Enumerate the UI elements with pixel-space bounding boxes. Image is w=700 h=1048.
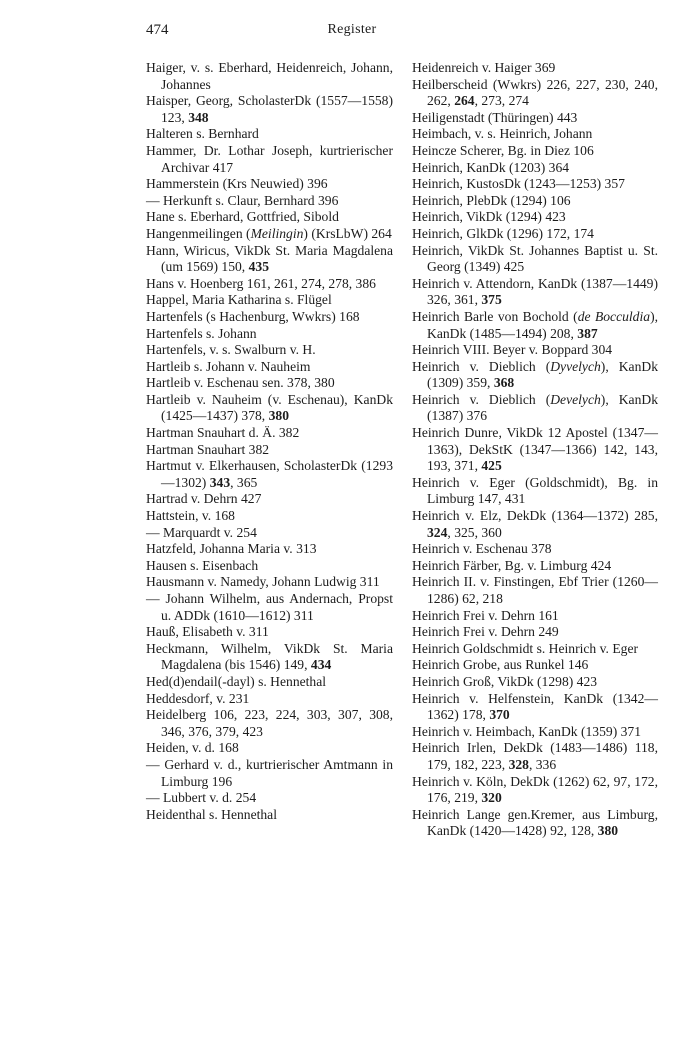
index-entry xyxy=(146,342,393,359)
entry-text: Heinrich Barle von Bochold ( xyxy=(412,308,578,324)
entry-text: Heinrich VIII. Beyer v. Boppard 304 xyxy=(412,342,613,358)
entry-text: Hartman Snauhart d. Ä. 382 xyxy=(146,425,300,441)
index-entry xyxy=(146,624,393,641)
index-entry xyxy=(146,807,393,824)
entry-text: Heinrich Goldschmidt s. Heinrich v. Eger xyxy=(412,640,639,656)
index-entry xyxy=(412,475,658,508)
entry-text: , 336 xyxy=(528,756,557,772)
index-entry xyxy=(412,359,658,392)
index-entry xyxy=(412,674,658,691)
page-ref-bold: 387 xyxy=(577,325,598,341)
entry-text: Hartleib v. Eschenau sen. 378, 380 xyxy=(146,375,335,391)
page-ref-bold: 375 xyxy=(481,292,502,308)
page-ref-bold: 324 xyxy=(427,524,448,540)
index-entry xyxy=(146,574,393,591)
page-ref-bold: 425 xyxy=(481,458,502,474)
index-entry xyxy=(146,541,393,558)
entry-text: Hammer, Dr. Lothar Joseph, kurtrierischer Archivar 417 xyxy=(146,142,393,175)
entry-text: — Herkunft s. Claur, Bernhard 396 xyxy=(146,192,339,208)
entry-text: Hangenmeilingen ( xyxy=(146,225,251,241)
entry-text: — Gerhard v. d., kurtrierischer Amtmann in Limburg 196 xyxy=(146,756,393,789)
index-entry xyxy=(146,491,393,508)
entry-text: Happel, Maria Katharina s. Flügel xyxy=(146,292,332,308)
index-entry xyxy=(146,209,393,226)
index-entry xyxy=(146,243,393,276)
entry-text: Hauß, Elisabeth v. 311 xyxy=(146,624,269,640)
entry-text: Heimbach, v. s. Heinrich, Johann xyxy=(412,126,593,142)
entry-text: — Johann Wilhelm, aus Andernach, Propst u. ADDk (1610—1612) 311 xyxy=(146,591,393,623)
index-entry xyxy=(412,276,658,309)
index-entry xyxy=(412,657,658,674)
index-entry xyxy=(146,442,393,459)
entry-text: Heidelberg 106, 223, 224, 303, 307, 308, 346, 376, 379, 423 xyxy=(146,707,393,739)
entry-text: Hartman Snauhart 382 xyxy=(146,441,270,457)
index-entry xyxy=(412,193,658,210)
entry-text: Heinrich Grobe, aus Runkel 146 xyxy=(412,657,589,673)
index-entry xyxy=(146,525,393,542)
index-entry xyxy=(146,226,393,243)
index-entry xyxy=(146,425,393,442)
page-ref-bold: 370 xyxy=(489,707,510,723)
index-entry xyxy=(412,608,658,625)
entry-text: Heidenthal s. Hennethal xyxy=(146,806,277,822)
entry-text: Heinrich v. Köln, DekDk (1262) 62, 97, 172, 176, 219, xyxy=(412,773,658,806)
index-entry xyxy=(412,209,658,226)
entry-text: Hartleib v. Nauheim (v. Eschenau), KanDk (1425—1437) 378, xyxy=(146,391,393,424)
entry-text: Heinrich v. Heimbach, KanDk (1359) 371 xyxy=(412,723,642,739)
entry-text: Heinrich, KustosDk (1243—1253) 357 xyxy=(412,176,625,192)
entry-text: Hammerstein (Krs Neuwied) 396 xyxy=(146,176,328,192)
entry-text: Heiligenstadt (Thüringen) 443 xyxy=(412,109,578,125)
entry-text-italic: Develych xyxy=(550,391,601,407)
index-entry xyxy=(146,691,393,708)
index-entry xyxy=(146,276,393,293)
index-entry xyxy=(412,309,658,342)
index-entry xyxy=(146,458,393,491)
entry-text: Heinrich, VikDk (1294) 423 xyxy=(412,209,566,225)
entry-text: ) (KrsLbW) 264 xyxy=(303,225,392,241)
entry-text: Heinrich Färber, Bg. v. Limburg 424 xyxy=(412,557,612,573)
index-entry xyxy=(412,508,658,541)
entry-text: Heinrich, GlkDk (1296) 172, 174 xyxy=(412,225,594,241)
entry-text: Hartmut v. Elkerhausen, ScholasterDk (1293—1302) xyxy=(146,458,393,490)
index-entry xyxy=(146,292,393,309)
entry-text: Halteren s. Bernhard xyxy=(146,126,259,142)
index-entry xyxy=(412,558,658,575)
entry-text: — Marquardt v. 254 xyxy=(146,524,257,540)
index-entry xyxy=(412,740,658,773)
entry-text: Heinrich, PlebDk (1294) 106 xyxy=(412,192,571,208)
index-entry xyxy=(146,591,393,624)
page-ref-bold: 264 xyxy=(454,93,475,109)
page-ref-bold: 380 xyxy=(268,408,289,424)
index-entry xyxy=(146,707,393,740)
entry-text: Hane s. Eberhard, Gottfried, Sibold xyxy=(146,209,339,225)
entry-text-italic: Dyvelych xyxy=(550,358,601,374)
index-entry xyxy=(412,160,658,177)
entry-text: Hartenfels, v. s. Swalburn v. H. xyxy=(146,342,316,358)
entry-text: Heilberscheid (Wwkrs) 226, 227, 230, 240, 262, xyxy=(412,76,658,109)
entry-text: Heidenreich v. Haiger 369 xyxy=(412,60,556,75)
page-ref-bold: 343 xyxy=(209,474,231,490)
entry-text: Hartleib s. Johann v. Nauheim xyxy=(146,358,311,374)
entry-text: Heinrich v. Dieblich ( xyxy=(412,358,551,374)
entry-text: — Lubbert v. d. 254 xyxy=(146,790,257,806)
index-entry xyxy=(146,375,393,392)
index-entry xyxy=(146,674,393,691)
index-column-right xyxy=(412,60,658,840)
entry-text: Hed(d)endail(-dayl) s. Hennethal xyxy=(146,673,327,689)
index-entry xyxy=(412,143,658,160)
index-entry xyxy=(412,176,658,193)
entry-text: Heckmann, Wilhelm, VikDk St. Maria Magdalena (bis 1546) 149, xyxy=(146,640,393,673)
entry-text: Heinrich Irlen, DekDk (1483—1486) 118, 179, 182, 223, xyxy=(412,740,658,772)
entry-text: Heinrich v. Helfenstein, KanDk (1342—1362) 178, xyxy=(412,690,658,723)
entry-text: Hartrad v. Dehrn 427 xyxy=(146,491,262,507)
index-entry xyxy=(146,641,393,674)
entry-text: Hatzfeld, Johanna Maria v. 313 xyxy=(146,541,317,557)
entry-text: Heincze Scherer, Bg. in Diez 106 xyxy=(412,142,594,158)
page-ref-bold: 368 xyxy=(493,375,515,391)
entry-text: Heinrich v. Eger (Goldschmidt), Bg. in Limburg 147, 431 xyxy=(412,474,658,507)
index-entry xyxy=(412,77,658,110)
index-entry xyxy=(412,574,658,607)
index-entry xyxy=(412,641,658,658)
running-head: Register xyxy=(327,22,377,37)
index-entry xyxy=(146,740,393,757)
index-entry xyxy=(412,724,658,741)
index-entry xyxy=(412,425,658,475)
page-ref-bold: 348 xyxy=(188,109,209,125)
entry-text: Heinrich Dunre, VikDk 12 Apostel (1347—1363), DekStK (1347—1366) 142, 143, 193, 371, xyxy=(412,425,658,474)
entry-text: ), KanDk (1387) 376 xyxy=(427,391,658,424)
entry-text: Hausmann v. Namedy, Johann Ludwig 311 xyxy=(146,574,380,590)
entry-text: Heddesdorf, v. 231 xyxy=(146,690,250,706)
page-number: 474 xyxy=(146,22,169,38)
index-entry xyxy=(146,60,393,93)
entry-text: Heinrich Frei v. Dehrn 161 xyxy=(412,607,559,623)
index-entry xyxy=(412,774,658,807)
page-header xyxy=(146,22,558,42)
entry-text: Heinrich v. Attendorn, KanDk (1387—1449) 326, 361, xyxy=(412,275,658,308)
index-entry xyxy=(412,226,658,243)
index-entry xyxy=(146,359,393,376)
page-ref-bold: 380 xyxy=(597,823,619,839)
entry-text: Hartenfels (s Hachenburg, Wwkrs) 168 xyxy=(146,308,360,324)
entry-text: , 365 xyxy=(230,474,258,490)
index-entry xyxy=(412,243,658,276)
entry-text: Haisper, Georg, ScholasterDk (1557—1558) 123, xyxy=(146,93,393,125)
index-entry xyxy=(146,558,393,575)
entry-text: Hann, Wiricus, VikDk St. Maria Magdalena (um 1569) 150, xyxy=(146,242,393,275)
index-entry xyxy=(146,126,393,143)
entry-text-italic: Meilingin xyxy=(250,225,304,241)
index-entry xyxy=(146,508,393,525)
entry-text: ), KanDk (1485—1494) 208, xyxy=(427,308,658,341)
index-entry xyxy=(146,757,393,790)
index-entry xyxy=(412,60,658,77)
entry-text: Hans v. Hoenberg 161, 261, 274, 278, 386 xyxy=(146,275,376,291)
index-entry xyxy=(412,624,658,641)
index-entry xyxy=(146,176,393,193)
index-entry xyxy=(412,392,658,425)
entry-text: Hartenfels s. Johann xyxy=(146,325,257,341)
page-ref-bold: 328 xyxy=(508,756,529,772)
index-entry xyxy=(412,807,658,840)
index-column-left xyxy=(146,60,393,823)
entry-text: Heinrich v. Elz, DekDk (1364—1372) 285, xyxy=(412,508,658,524)
index-entry xyxy=(146,392,393,425)
index-entry xyxy=(412,691,658,724)
index-entry xyxy=(146,326,393,343)
entry-text: , 325, 360 xyxy=(447,524,502,540)
entry-text: , 273, 274 xyxy=(474,93,529,109)
entry-text: Heiden, v. d. 168 xyxy=(146,740,239,756)
page-ref-bold: 320 xyxy=(481,790,502,806)
index-entry xyxy=(146,143,393,176)
index-entry xyxy=(146,790,393,807)
index-entry xyxy=(146,93,393,126)
entry-text: Heinrich v. Dieblich ( xyxy=(412,391,551,407)
index-entry xyxy=(146,309,393,326)
entry-text-italic: de Bocculdia xyxy=(577,308,651,324)
entry-text: ), KanDk (1309) 359, xyxy=(427,358,658,391)
entry-text: Heinrich v. Eschenau 378 xyxy=(412,541,552,557)
entry-text: Heinrich Lange gen.Kremer, aus Limburg, KanDk (1420—1428) 92, 128, xyxy=(412,806,658,839)
index-entry xyxy=(412,342,658,359)
entry-text: Heinrich, VikDk St. Johannes Baptist u. St. Georg (1349) 425 xyxy=(412,242,658,275)
entry-text: Hausen s. Eisenbach xyxy=(146,557,259,573)
index-entry xyxy=(146,193,393,210)
entry-text: Heinrich II. v. Finstingen, Ebf Trier (1260—1286) 62, 218 xyxy=(412,574,658,606)
entry-text: Heinrich, KanDk (1203) 364 xyxy=(412,159,570,175)
entry-text: Haiger, v. s. Eberhard, Heidenreich, Johann, Johannes xyxy=(146,60,393,92)
page-ref-bold: 434 xyxy=(310,657,332,673)
page-ref-bold: 435 xyxy=(248,259,269,275)
entry-text: Heinrich Frei v. Dehrn 249 xyxy=(412,624,559,640)
index-entry xyxy=(412,110,658,127)
entry-text: Hattstein, v. 168 xyxy=(146,508,235,524)
index-entry xyxy=(412,126,658,143)
index-entry xyxy=(412,541,658,558)
entry-text: Heinrich Groß, VikDk (1298) 423 xyxy=(412,673,598,689)
